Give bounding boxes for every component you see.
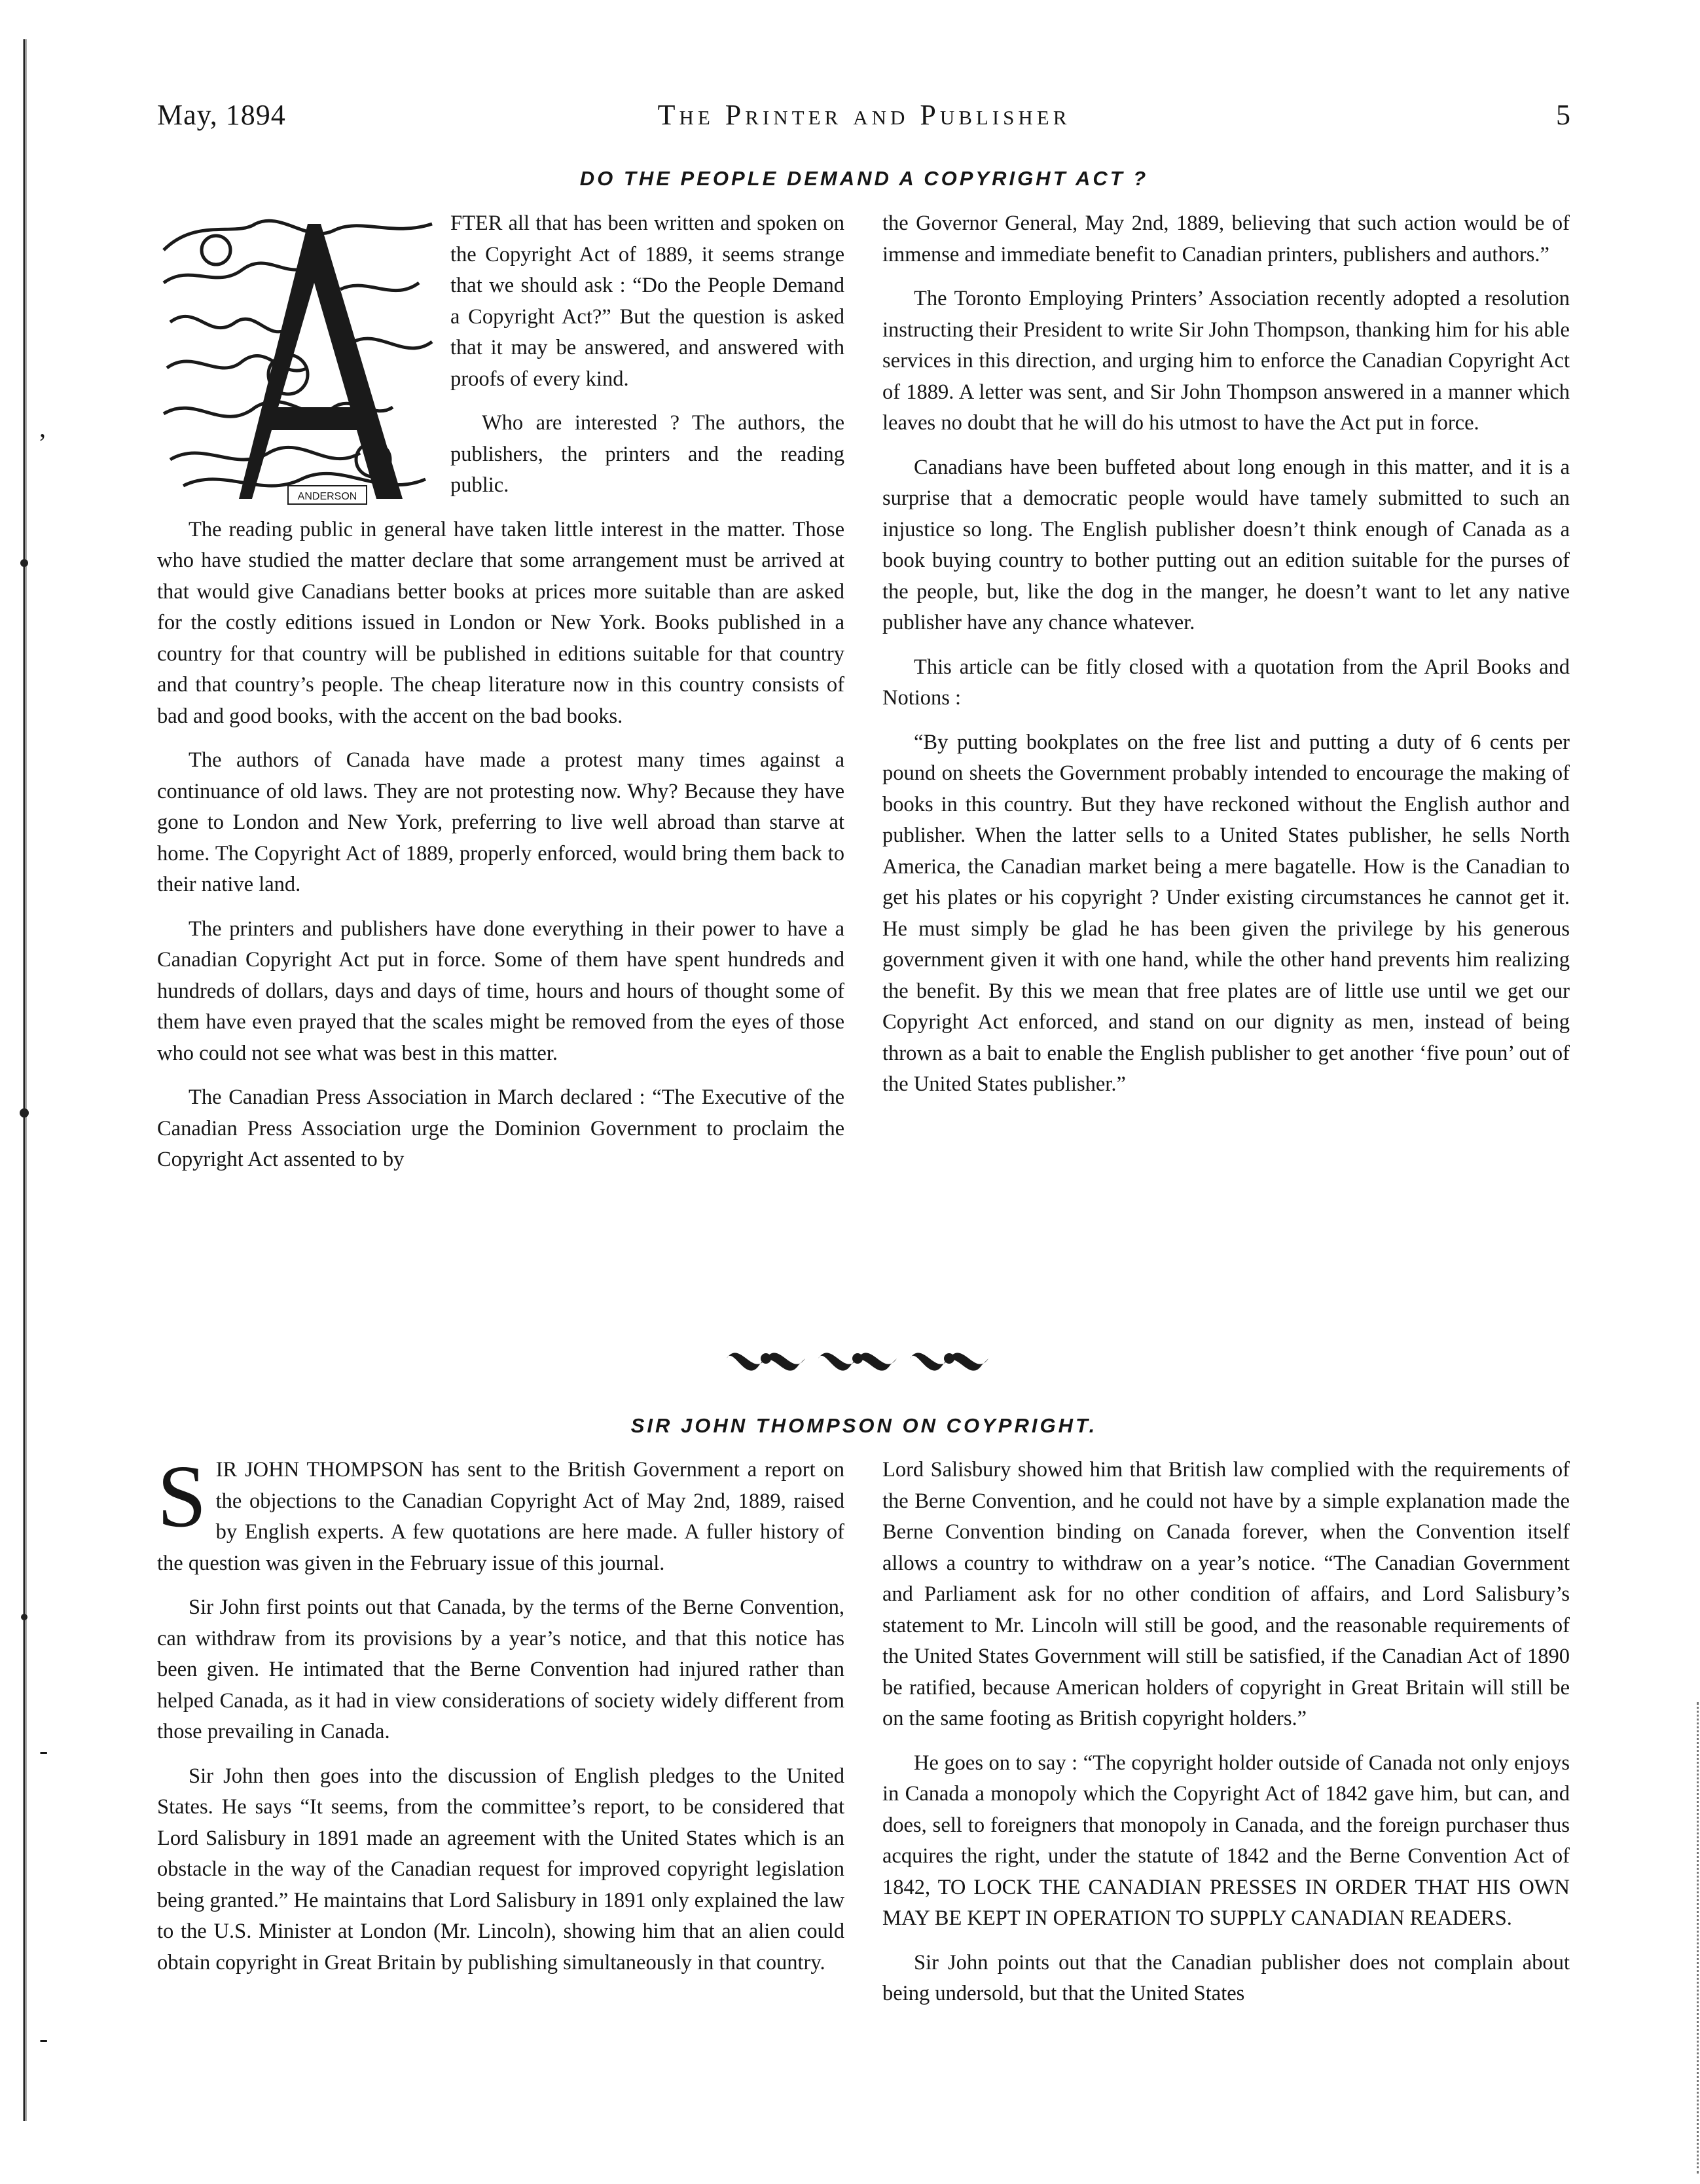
- article-title: DO THE PEOPLE DEMAND A COPYRIGHT ACT ?: [579, 167, 1149, 190]
- margin-mark: -: [39, 1736, 48, 1765]
- paragraph: IR JOHN THOMPSON has sent to the British Government a report on the objections to the Canadian Copyright Act of May 2nd, 1889, raised by English experts. A few quotations are here made. A fuller history of the question was given in the February issue of this journal.: [157, 1458, 844, 1575]
- paragraph: This article can be fitly closed with a quotation from the April Books and Notions :: [882, 655, 1570, 710]
- paragraph: The printers and publishers have done everything in their power to have a Canadian Copyright Act put in force. Some of them have spent hundreds and hundreds of dollars, days and days of time, hours and hours of thought some of them have even prayed that the scales might be removed from the eyes of those who could not see what was best in this matter.: [157, 917, 844, 1065]
- paragraph: Sir John then goes into the discussion of English pledges to the United States. He says “It seems, from the committee’s report, to be considered that Lord Salisbury in 1891 made an agreement with the United States which is an obstacle in the way of the Canadian request for improved copyright legislation being granted.” He maintains that Lord Salisbury in 1891 only explained the law to the U.S. Minister at London (Mr. Lincoln), showing him that an alien could obtain copyright in Great Britain by publishing simultaneously in that country.: [157, 1764, 844, 1975]
- article-column-left: [157, 208, 844, 1189]
- paragraph: The authors of Canada have made a protest many times against a continuance of old laws. They are not protesting now. Why? Because they have gone to London and New York, preferring to live well abroad than starve at home. The Copyright Act of 1889, properly enforced, would bring them back to their native land.: [157, 748, 844, 896]
- paragraph: the Governor General, May 2nd, 1889, believing that such action would be of immense and immediate benefit to Canadian printers, publishers and authors.”: [882, 211, 1570, 266]
- paragraph: The Canadian Press Association in March declared : “The Executive of the Canadian Press Association urge the Dominion Government to proclaim the Copyright Act assented to by: [157, 1085, 844, 1171]
- margin-mark: ,: [39, 413, 46, 443]
- ornament-divider-icon: [720, 1332, 995, 1385]
- running-header: [157, 98, 1571, 137]
- paragraph: The Toronto Employing Printers’ Association recently adopted a resolution instructing their President to write Sir John Thompson, thanking him for his able services in this direction, and urging him to enforce the Canadian Copyright Act of 1889. A letter was sent, and Sir John Thompson answered in a manner which leaves no doubt that he will do his utmost to have the Act put in force.: [882, 287, 1570, 435]
- paragraph: Lord Salisbury showed him that British law complied with the requirements of the Berne Convention, and he could not have by a simple explanation made the Berne Convention binding on Canada forever, when the Convention itself allows a country to withdraw on a year’s notice. “The Canadian Government and Parliament ask for no other condition of affairs, and Lord Salisbury’s statement to Mr. Lincoln will still be good, and the reasonable requirements of the United States Government will still be satisfied, if the Canadian Act of 1890 be ratified, because American holders of copyright in Great Britain will still be on the same footing as British copyright holders.”: [882, 1458, 1570, 1730]
- paragraph: He goes on to say : “The copyright holder outside of Canada not only enjoys in Canada a monopoly which the Copyright Act of 1842 gave him, but can, and does, sell to foreigners that monopoly in Canada, and the foreign purchaser thus acquires the right, under the statute of 1842 and the Berne Convention Act of 1842, TO LOCK THE CANADIAN PRESSES IN ORDER THAT HIS OWN MAY BE KEPT IN OPERATION TO SUPPLY CANADIAN READERS.: [882, 1751, 1570, 1930]
- journal-title: The Printer and Publisher: [657, 99, 1071, 131]
- paragraph: Canadians have been buffeted about long enough in this matter, and it is a surprise that a democratic people would have tamely submitted to such an injustice so long. The English publisher doesn’t think enough of Canada as a book buying country to bother putting out an edition suitable for the purses of the people, but, like the dog in the manger, he doesn’t want to let any native publisher have any chance whatever.: [882, 455, 1570, 634]
- margin-mark: -: [39, 2024, 48, 2053]
- issue-date: May, 1894: [157, 99, 286, 131]
- paragraph: The reading public in general have taken little interest in the matter. Those who have studied the matter declare that some arrangement must be arrived at that would give Canadians better books at prices more suitable than are asked for the costly editions issued in London or New York. Books published in a country for that country will be published in editions suitable for that country and that country’s people. The cheap literature now in this country consists of bad and good books, with the accent on the bad books.: [157, 517, 844, 728]
- paragraph: Sir John points out that the Canadian publisher does not complain about being undersold, but that the United States: [882, 1950, 1570, 2005]
- paragraph: FTER all that has been written and spoken on the Copyright Act of 1889, it seems strange that we should ask : “Do the People Demand a Copyright Act?” But the question is asked that it may be answered, and answered with proofs of every kind.: [450, 211, 844, 391]
- quotation: “By putting bookplates on the free list and putting a duty of 6 cents per pound on sheets the Government probably intended to encourage the making of books in this country. But they have reckoned without the English author and publisher. When the latter sells to a United States publisher, he sells North America, the Canadian market being a mere bagatelle. How is the Canadian to get his plates or his copyright ? Under existing circumstances he cannot get it. He must simply be glad he has been given the privilege by his generous government given it with one hand, while the other hand prevents him realizing the benefit. By this we mean that free plates are of little use until we get our Copyright Act enforced, and stand on our dignity as men, instead of being thrown as a bait to enable the English publisher to get another ‘five poun’ out of the United States publisher.”: [882, 730, 1570, 1096]
- page-number: 5: [1556, 99, 1571, 131]
- article-title: SIR JOHN THOMPSON ON COYPRIGHT.: [630, 1414, 1098, 1437]
- drop-cap: S: [157, 1447, 207, 1546]
- right-edge-dots: [1691, 1702, 1699, 2174]
- paragraph: Who are interested ? The authors, the publishers, the printers and the reading public.: [450, 411, 844, 497]
- article-column-right: [882, 1455, 1570, 2023]
- decorative-initial-a-icon: [157, 211, 439, 509]
- page-binding-edge: [17, 39, 31, 2121]
- paragraph: Sir John first points out that Canada, by the terms of the Berne Convention, can withdraw from its provisions by a year’s notice, and that this notice has been given. He intimated that the Berne Convention had injured rather than helped Canada, as it had in view considerations of society widely different from those prevailing in Canada.: [157, 1595, 844, 1743]
- article-column-right: [882, 208, 1570, 1114]
- article-column-left: [157, 1447, 844, 1992]
- svg-text:ANDERSON: ANDERSON: [297, 491, 357, 502]
